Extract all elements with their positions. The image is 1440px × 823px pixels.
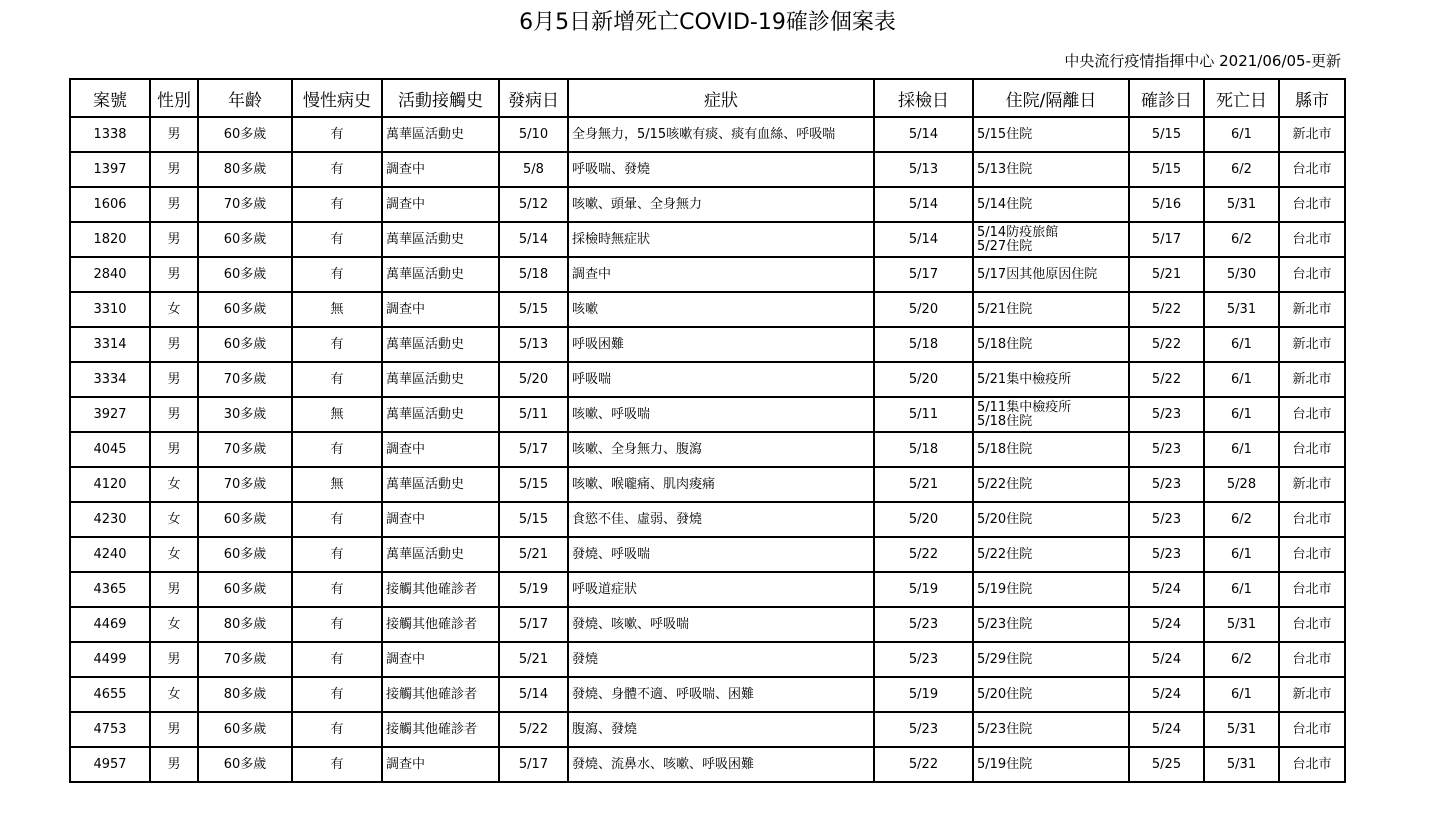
table-row <box>70 607 1345 642</box>
cell-case-no: 4240 <box>70 537 150 572</box>
column-header-onset-date: 發病日 <box>499 79 568 117</box>
cell-confirmed-date: 5/23 <box>1129 502 1204 537</box>
cell-chronic-disease: 有 <box>292 222 382 257</box>
cell-sample-date: 5/13 <box>874 152 973 187</box>
cell-sex: 女 <box>150 467 198 502</box>
cell-sex: 男 <box>150 397 198 432</box>
column-header-chronic-disease: 慢性病史 <box>292 79 382 117</box>
cell-symptoms: 發燒、身體不適、呼吸喘、困難 <box>568 677 874 712</box>
cell-onset-date: 5/18 <box>499 257 568 292</box>
cell-sex: 男 <box>150 222 198 257</box>
cell-confirmed-date: 5/23 <box>1129 397 1204 432</box>
cell-death-date: 6/1 <box>1204 432 1279 467</box>
cell-case-no: 4499 <box>70 642 150 677</box>
header-row <box>70 79 1345 117</box>
cell-death-date: 6/1 <box>1204 537 1279 572</box>
cell-hospitalization-date: 5/20住院 <box>973 677 1129 712</box>
cell-chronic-disease: 有 <box>292 572 382 607</box>
cell-activity-history: 接觸其他確診者 <box>382 712 499 747</box>
cell-onset-date: 5/13 <box>499 327 568 362</box>
cell-sample-date: 5/18 <box>874 327 973 362</box>
cell-hospitalization-date: 5/21住院 <box>973 292 1129 327</box>
cell-age: 70多歲 <box>198 187 292 222</box>
cell-sample-date: 5/23 <box>874 607 973 642</box>
cell-chronic-disease: 有 <box>292 432 382 467</box>
cell-hospitalization-date: 5/14住院 <box>973 187 1129 222</box>
cases-table <box>69 78 1346 783</box>
cell-sample-date: 5/17 <box>874 257 973 292</box>
cell-sex: 男 <box>150 187 198 222</box>
cell-sex: 女 <box>150 502 198 537</box>
cell-case-no: 1606 <box>70 187 150 222</box>
cell-onset-date: 5/21 <box>499 537 568 572</box>
cell-case-no: 4230 <box>70 502 150 537</box>
cell-sample-date: 5/14 <box>874 187 973 222</box>
column-header-sample-date: 採檢日 <box>874 79 973 117</box>
cell-city: 台北市 <box>1279 607 1345 642</box>
cell-chronic-disease: 有 <box>292 502 382 537</box>
cell-case-no: 4120 <box>70 467 150 502</box>
cell-death-date: 6/1 <box>1204 117 1279 152</box>
cell-activity-history: 調查中 <box>382 747 499 782</box>
cell-case-no: 4753 <box>70 712 150 747</box>
cell-case-no: 4045 <box>70 432 150 467</box>
table-row <box>70 432 1345 467</box>
cell-sample-date: 5/20 <box>874 292 973 327</box>
cell-hospitalization-date: 5/23住院 <box>973 712 1129 747</box>
cell-chronic-disease: 有 <box>292 257 382 292</box>
cell-symptoms: 腹瀉、發燒 <box>568 712 874 747</box>
column-header-activity-history: 活動接觸史 <box>382 79 499 117</box>
cell-sex: 男 <box>150 712 198 747</box>
source-update-line: 中央流行疫情指揮中心 2021/06/05-更新 <box>1064 52 1341 70</box>
cell-sex: 男 <box>150 117 198 152</box>
cell-city: 台北市 <box>1279 712 1345 747</box>
cell-hospitalization-date: 5/19住院 <box>973 747 1129 782</box>
cell-city: 新北市 <box>1279 467 1345 502</box>
cell-age: 60多歲 <box>198 327 292 362</box>
cell-age: 80多歲 <box>198 677 292 712</box>
table-row <box>70 397 1345 432</box>
cell-sample-date: 5/21 <box>874 467 973 502</box>
cell-case-no: 3314 <box>70 327 150 362</box>
cell-sex: 男 <box>150 432 198 467</box>
cell-chronic-disease: 有 <box>292 642 382 677</box>
cell-confirmed-date: 5/25 <box>1129 747 1204 782</box>
cell-symptoms: 食慾不佳、虛弱、發燒 <box>568 502 874 537</box>
cell-case-no: 2840 <box>70 257 150 292</box>
cell-death-date: 5/31 <box>1204 187 1279 222</box>
cell-confirmed-date: 5/24 <box>1129 712 1204 747</box>
cell-death-date: 6/2 <box>1204 152 1279 187</box>
cell-onset-date: 5/15 <box>499 292 568 327</box>
cell-sex: 男 <box>150 747 198 782</box>
table-row <box>70 642 1345 677</box>
cell-onset-date: 5/15 <box>499 502 568 537</box>
cell-chronic-disease: 有 <box>292 187 382 222</box>
column-header-symptoms: 症狀 <box>568 79 874 117</box>
cell-sex: 男 <box>150 257 198 292</box>
table-row <box>70 747 1345 782</box>
cell-activity-history: 接觸其他確診者 <box>382 677 499 712</box>
cell-symptoms: 咳嗽、全身無力、腹瀉 <box>568 432 874 467</box>
cell-symptoms: 呼吸喘、發燒 <box>568 152 874 187</box>
cell-city: 台北市 <box>1279 642 1345 677</box>
table-row <box>70 712 1345 747</box>
cell-age: 30多歲 <box>198 397 292 432</box>
cell-hospitalization-date: 5/21集中檢疫所 <box>973 362 1129 397</box>
cell-chronic-disease: 無 <box>292 292 382 327</box>
cell-confirmed-date: 5/24 <box>1129 677 1204 712</box>
cell-activity-history: 萬華區活動史 <box>382 537 499 572</box>
cell-sample-date: 5/19 <box>874 572 973 607</box>
cell-age: 60多歲 <box>198 712 292 747</box>
cell-death-date: 5/28 <box>1204 467 1279 502</box>
cell-hospitalization-date: 5/18住院 <box>973 432 1129 467</box>
cell-confirmed-date: 5/21 <box>1129 257 1204 292</box>
cell-hospitalization-date: 5/19住院 <box>973 572 1129 607</box>
cell-hospitalization-date: 5/14防疫旅館 5/27住院 <box>973 222 1129 257</box>
cell-confirmed-date: 5/24 <box>1129 572 1204 607</box>
cell-confirmed-date: 5/15 <box>1129 152 1204 187</box>
cell-confirmed-date: 5/17 <box>1129 222 1204 257</box>
cell-case-no: 1338 <box>70 117 150 152</box>
cell-death-date: 5/31 <box>1204 292 1279 327</box>
cell-city: 新北市 <box>1279 292 1345 327</box>
cell-symptoms: 咳嗽 <box>568 292 874 327</box>
cell-age: 60多歲 <box>198 292 292 327</box>
cell-onset-date: 5/8 <box>499 152 568 187</box>
cell-onset-date: 5/15 <box>499 467 568 502</box>
cell-sex: 男 <box>150 572 198 607</box>
table-row <box>70 467 1345 502</box>
cell-city: 台北市 <box>1279 502 1345 537</box>
cell-city: 新北市 <box>1279 362 1345 397</box>
cell-age: 60多歲 <box>198 572 292 607</box>
cell-onset-date: 5/14 <box>499 677 568 712</box>
cell-sample-date: 5/14 <box>874 117 973 152</box>
cell-activity-history: 調查中 <box>382 292 499 327</box>
cell-symptoms: 採檢時無症狀 <box>568 222 874 257</box>
cell-symptoms: 咳嗽、頭暈、全身無力 <box>568 187 874 222</box>
page-title: 6月5日新增死亡COVID-19確診個案表 <box>519 10 896 35</box>
cell-sample-date: 5/20 <box>874 502 973 537</box>
column-header-age: 年齡 <box>198 79 292 117</box>
cell-sex: 女 <box>150 537 198 572</box>
cell-age: 60多歲 <box>198 747 292 782</box>
cell-city: 台北市 <box>1279 537 1345 572</box>
cell-death-date: 6/2 <box>1204 642 1279 677</box>
cell-confirmed-date: 5/22 <box>1129 292 1204 327</box>
cell-death-date: 5/31 <box>1204 747 1279 782</box>
cell-city: 台北市 <box>1279 187 1345 222</box>
cell-hospitalization-date: 5/15住院 <box>973 117 1129 152</box>
cell-activity-history: 接觸其他確診者 <box>382 607 499 642</box>
cell-hospitalization-date: 5/20住院 <box>973 502 1129 537</box>
cell-onset-date: 5/14 <box>499 222 568 257</box>
cell-death-date: 6/1 <box>1204 362 1279 397</box>
cell-activity-history: 調查中 <box>382 432 499 467</box>
table-row <box>70 677 1345 712</box>
cell-onset-date: 5/10 <box>499 117 568 152</box>
table-row <box>70 572 1345 607</box>
cell-sex: 女 <box>150 292 198 327</box>
cell-hospitalization-date: 5/22住院 <box>973 467 1129 502</box>
cell-city: 新北市 <box>1279 677 1345 712</box>
cell-city: 台北市 <box>1279 397 1345 432</box>
column-header-city: 縣市 <box>1279 79 1345 117</box>
cell-death-date: 5/31 <box>1204 607 1279 642</box>
cell-age: 70多歲 <box>198 467 292 502</box>
table-row <box>70 292 1345 327</box>
cell-sex: 女 <box>150 607 198 642</box>
cell-death-date: 5/31 <box>1204 712 1279 747</box>
table-row <box>70 117 1345 152</box>
cell-age: 70多歲 <box>198 362 292 397</box>
cell-symptoms: 發燒、咳嗽、呼吸喘 <box>568 607 874 642</box>
cell-confirmed-date: 5/22 <box>1129 327 1204 362</box>
cell-sample-date: 5/18 <box>874 432 973 467</box>
cell-activity-history: 萬華區活動史 <box>382 327 499 362</box>
cell-city: 台北市 <box>1279 432 1345 467</box>
cell-hospitalization-date: 5/11集中檢疫所 5/18住院 <box>973 397 1129 432</box>
cell-sex: 男 <box>150 642 198 677</box>
table-row <box>70 362 1345 397</box>
cell-city: 台北市 <box>1279 747 1345 782</box>
cell-symptoms: 全身無力，5/15咳嗽有痰、痰有血絲、呼吸喘 <box>568 117 874 152</box>
cell-chronic-disease: 有 <box>292 712 382 747</box>
table-row <box>70 257 1345 292</box>
cell-activity-history: 萬華區活動史 <box>382 257 499 292</box>
cell-chronic-disease: 有 <box>292 327 382 362</box>
cell-confirmed-date: 5/23 <box>1129 537 1204 572</box>
cell-death-date: 5/30 <box>1204 257 1279 292</box>
table-row <box>70 537 1345 572</box>
cell-city: 台北市 <box>1279 572 1345 607</box>
cell-death-date: 6/1 <box>1204 327 1279 362</box>
cell-symptoms: 咳嗽、喉嚨痛、肌肉痠痛 <box>568 467 874 502</box>
cell-death-date: 6/1 <box>1204 397 1279 432</box>
cell-city: 新北市 <box>1279 327 1345 362</box>
cell-onset-date: 5/11 <box>499 397 568 432</box>
cell-death-date: 6/2 <box>1204 502 1279 537</box>
table-row <box>70 187 1345 222</box>
cell-age: 60多歲 <box>198 257 292 292</box>
cell-onset-date: 5/19 <box>499 572 568 607</box>
cell-chronic-disease: 無 <box>292 397 382 432</box>
column-header-confirmed-date: 確診日 <box>1129 79 1204 117</box>
cell-activity-history: 萬華區活動史 <box>382 222 499 257</box>
cell-case-no: 3310 <box>70 292 150 327</box>
cell-chronic-disease: 有 <box>292 152 382 187</box>
column-header-hospitalization-date: 住院/隔離日 <box>973 79 1129 117</box>
table-body <box>70 117 1345 782</box>
cell-hospitalization-date: 5/18住院 <box>973 327 1129 362</box>
cell-activity-history: 調查中 <box>382 152 499 187</box>
cell-death-date: 6/1 <box>1204 677 1279 712</box>
cell-sample-date: 5/11 <box>874 397 973 432</box>
cell-age: 60多歲 <box>198 537 292 572</box>
cell-hospitalization-date: 5/29住院 <box>973 642 1129 677</box>
cell-confirmed-date: 5/22 <box>1129 362 1204 397</box>
cell-sex: 男 <box>150 362 198 397</box>
cell-age: 60多歲 <box>198 117 292 152</box>
cell-activity-history: 萬華區活動史 <box>382 362 499 397</box>
cell-age: 80多歲 <box>198 152 292 187</box>
cell-age: 60多歲 <box>198 502 292 537</box>
cell-sample-date: 5/19 <box>874 677 973 712</box>
cell-confirmed-date: 5/16 <box>1129 187 1204 222</box>
cell-symptoms: 呼吸困難 <box>568 327 874 362</box>
column-header-sex: 性別 <box>150 79 198 117</box>
cell-confirmed-date: 5/23 <box>1129 432 1204 467</box>
cell-case-no: 1820 <box>70 222 150 257</box>
cell-case-no: 4655 <box>70 677 150 712</box>
cell-confirmed-date: 5/24 <box>1129 607 1204 642</box>
cell-sex: 女 <box>150 677 198 712</box>
cell-case-no: 4469 <box>70 607 150 642</box>
cell-chronic-disease: 有 <box>292 747 382 782</box>
cell-sample-date: 5/14 <box>874 222 973 257</box>
cell-age: 70多歲 <box>198 432 292 467</box>
table-row <box>70 222 1345 257</box>
cell-case-no: 4957 <box>70 747 150 782</box>
column-header-case-no: 案號 <box>70 79 150 117</box>
cell-chronic-disease: 有 <box>292 362 382 397</box>
cell-symptoms: 咳嗽、呼吸喘 <box>568 397 874 432</box>
cell-city: 台北市 <box>1279 222 1345 257</box>
cell-sample-date: 5/22 <box>874 747 973 782</box>
cell-activity-history: 接觸其他確診者 <box>382 572 499 607</box>
cell-sample-date: 5/23 <box>874 642 973 677</box>
table-row <box>70 327 1345 362</box>
cell-symptoms: 發燒、呼吸喘 <box>568 537 874 572</box>
cell-death-date: 6/2 <box>1204 222 1279 257</box>
cell-hospitalization-date: 5/23住院 <box>973 607 1129 642</box>
cell-chronic-disease: 有 <box>292 607 382 642</box>
cell-onset-date: 5/21 <box>499 642 568 677</box>
cell-confirmed-date: 5/15 <box>1129 117 1204 152</box>
cell-case-no: 4365 <box>70 572 150 607</box>
cell-chronic-disease: 有 <box>292 117 382 152</box>
cell-onset-date: 5/17 <box>499 747 568 782</box>
cell-symptoms: 發燒 <box>568 642 874 677</box>
cell-age: 80多歲 <box>198 607 292 642</box>
cell-confirmed-date: 5/24 <box>1129 642 1204 677</box>
cell-city: 台北市 <box>1279 152 1345 187</box>
cell-onset-date: 5/22 <box>499 712 568 747</box>
cell-activity-history: 萬華區活動史 <box>382 117 499 152</box>
table-row <box>70 502 1345 537</box>
cell-city: 台北市 <box>1279 257 1345 292</box>
cell-sample-date: 5/22 <box>874 537 973 572</box>
table-row <box>70 152 1345 187</box>
cell-activity-history: 調查中 <box>382 502 499 537</box>
cell-chronic-disease: 無 <box>292 467 382 502</box>
cell-symptoms: 呼吸喘 <box>568 362 874 397</box>
cell-chronic-disease: 有 <box>292 677 382 712</box>
cell-onset-date: 5/17 <box>499 607 568 642</box>
cell-confirmed-date: 5/23 <box>1129 467 1204 502</box>
cell-sample-date: 5/23 <box>874 712 973 747</box>
cell-sex: 男 <box>150 152 198 187</box>
cell-case-no: 3927 <box>70 397 150 432</box>
cell-onset-date: 5/12 <box>499 187 568 222</box>
cell-symptoms: 調查中 <box>568 257 874 292</box>
cell-hospitalization-date: 5/13住院 <box>973 152 1129 187</box>
cell-sex: 男 <box>150 327 198 362</box>
cell-hospitalization-date: 5/22住院 <box>973 537 1129 572</box>
cell-hospitalization-date: 5/17因其他原因住院 <box>973 257 1129 292</box>
cell-age: 70多歲 <box>198 642 292 677</box>
cell-death-date: 6/1 <box>1204 572 1279 607</box>
column-header-death-date: 死亡日 <box>1204 79 1279 117</box>
cell-activity-history: 萬華區活動史 <box>382 397 499 432</box>
cell-age: 60多歲 <box>198 222 292 257</box>
cell-sample-date: 5/20 <box>874 362 973 397</box>
cell-case-no: 1397 <box>70 152 150 187</box>
cell-chronic-disease: 有 <box>292 537 382 572</box>
cell-onset-date: 5/20 <box>499 362 568 397</box>
cell-activity-history: 調查中 <box>382 642 499 677</box>
cell-symptoms: 呼吸道症狀 <box>568 572 874 607</box>
cell-city: 新北市 <box>1279 117 1345 152</box>
cell-case-no: 3334 <box>70 362 150 397</box>
cell-activity-history: 萬華區活動史 <box>382 467 499 502</box>
cell-activity-history: 調查中 <box>382 187 499 222</box>
cell-symptoms: 發燒、流鼻水、咳嗽、呼吸困難 <box>568 747 874 782</box>
cell-onset-date: 5/17 <box>499 432 568 467</box>
